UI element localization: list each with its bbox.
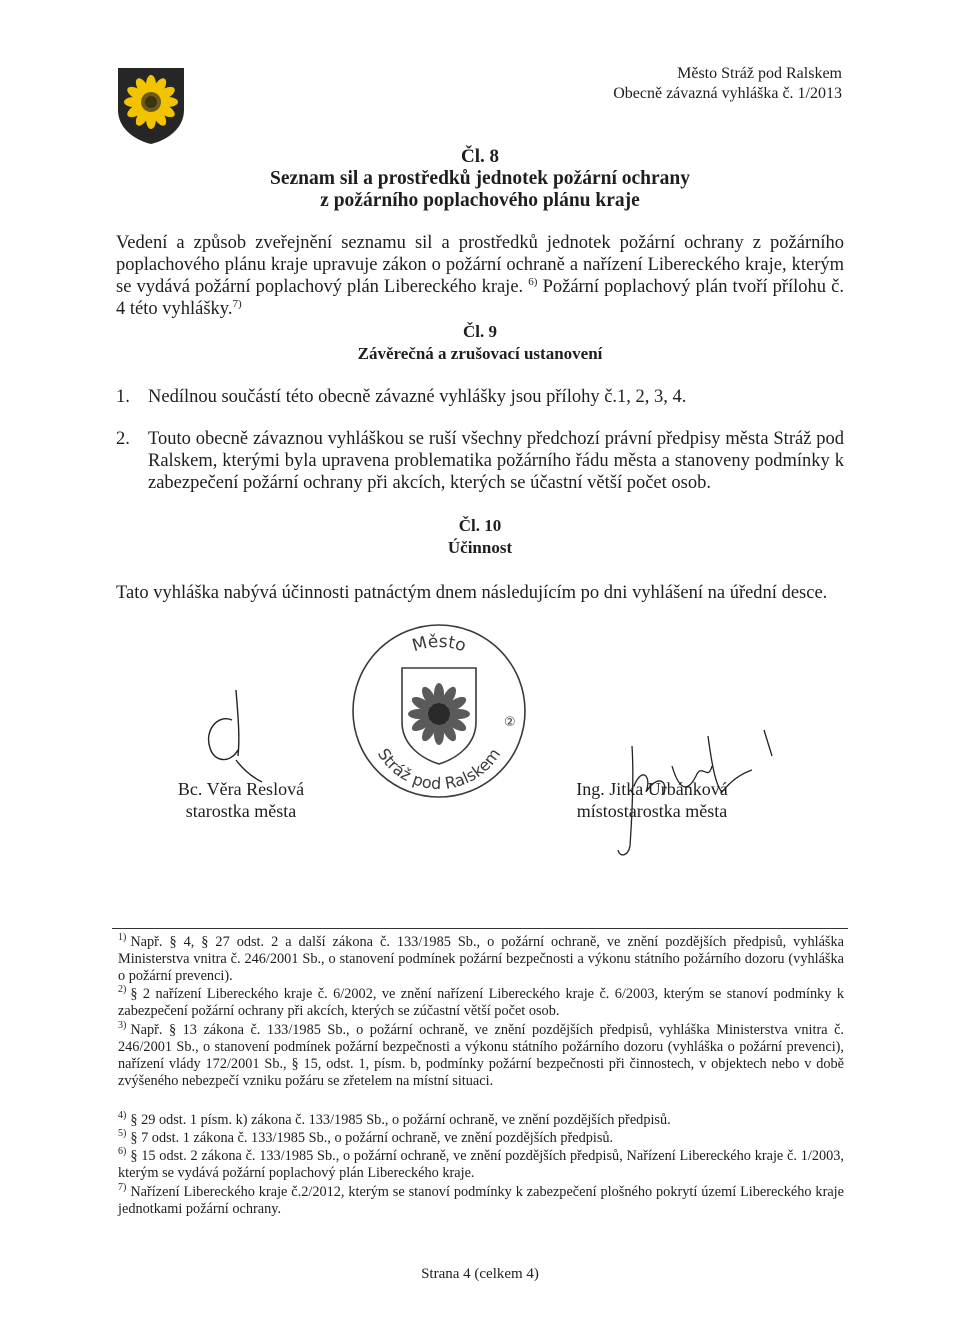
article-8-text-part2: Požární poplachový plán tvoří přílohu č. 4 této vyhlášky. bbox=[116, 277, 844, 319]
article-8-text-part1: Vedení a způsob zveřejnění seznamu sil a prostředků jednotek požární ochrany z požárního poplachového plánu kraje upravuje zákon o požární ochraně a nařízení Libereckého kraje, kterým se vydává požární poplachový plán Libereckého kraje. bbox=[116, 233, 844, 297]
footnote bbox=[118, 1184, 844, 1218]
footnote bbox=[118, 1112, 844, 1129]
footnote-text: Např. § 4, § 27 odst. 2 a další zákona č. 133/1985 Sb., o požární ochraně, ve znění pozdějších předpisů, vyhláška Ministerstva vnitra č. 246/2001 Sb., o stanovení podmínek požární bezpečnosti a výkonu státního požárního dozoru (vyhláška o požární prevenci). bbox=[118, 934, 844, 984]
header-town: Město Stráž pod Ralskem bbox=[677, 65, 842, 82]
footnote-text: Nařízení Libereckého kraje č.2/2012, kterým se stanoví podmínky k zabezpečení plošného pokrytí území Libereckého kraje jednotkami požární ochrany. bbox=[118, 1184, 844, 1217]
sunflower-crest-icon bbox=[116, 66, 186, 146]
mayor-name: Bc. Věra Reslová bbox=[177, 779, 305, 799]
article-10-title: Účinnost bbox=[447, 538, 513, 557]
article-8-title-line2: z požárního poplachového plánu kraje bbox=[320, 190, 640, 211]
footnote-mark: 3) bbox=[118, 1020, 127, 1032]
article-9-title: Závěrečná a zrušovací ustanovení bbox=[357, 344, 603, 363]
footnote-text: § 7 odst. 1 zákona č. 133/1985 Sb., o požární ochraně, ve znění pozdějších předpisů. bbox=[130, 1130, 614, 1146]
footnote-mark: 2) bbox=[118, 984, 127, 996]
header-doc-number: Obecně závazná vyhláška č. 1/2013 bbox=[613, 85, 842, 102]
document-header bbox=[613, 64, 842, 104]
article-10-text: Tato vyhláška nabývá účinnosti patnáctým dnem následujícím po dni vyhlášení na úřední desce. bbox=[116, 583, 828, 603]
footnote-text: § 29 odst. 1 písm. k) zákona č. 133/1985 Sb., o požární ochraně, ve znění pozdějších předpisů. bbox=[130, 1112, 671, 1128]
list-item-text: Nedílnou součástí této obecně závazné vyhlášky jsou přílohy č.1, 2, 3, 4. bbox=[148, 387, 687, 407]
deputy-role: místostarostka města bbox=[576, 801, 728, 821]
footnote-text: § 15 odst. 2 zákona č. 133/1985 Sb., o požární ochraně, ve znění pozdějších předpisů, Nařízení Libereckého kraje č. 1/2003, kterým se vydává požární poplachový plán Libereckého kraje. bbox=[118, 1148, 844, 1181]
footnote bbox=[118, 1130, 844, 1147]
signature-left bbox=[196, 686, 266, 786]
stamp-number: ② bbox=[504, 715, 516, 730]
footnote bbox=[118, 934, 844, 985]
stamp-bottom-text: Stráž pod Ralskem bbox=[373, 744, 505, 794]
deputy-name: Ing. Jitka Urbánková bbox=[576, 779, 728, 799]
article-8-text bbox=[116, 232, 844, 320]
footnote-ref-7: 7) bbox=[232, 297, 242, 310]
page-number: Strana 4 (celkem 4) bbox=[421, 1266, 539, 1282]
signature-block-mayor bbox=[156, 778, 326, 822]
article-9-number: Čl. 9 bbox=[463, 322, 497, 341]
stamp-sunflower-icon bbox=[408, 683, 470, 745]
municipal-stamp bbox=[350, 622, 528, 800]
footnote bbox=[118, 1022, 844, 1090]
article-10-number: Čl. 10 bbox=[458, 516, 502, 535]
article-8-number: Čl. 8 bbox=[461, 146, 499, 167]
signature-block-deputy bbox=[560, 778, 744, 822]
mayor-role: starostka města bbox=[185, 801, 297, 821]
list-item-number: 1. bbox=[116, 387, 130, 407]
footnote-mark: 1) bbox=[118, 932, 127, 944]
list-item-number: 2. bbox=[116, 429, 130, 449]
footnote-separator bbox=[112, 928, 848, 929]
footnote bbox=[118, 986, 844, 1020]
footnote-text: § 2 nařízení Libereckého kraje č. 6/2002, ve znění nařízení Libereckého kraje č. 6/2003, kterým se stanoví podmínky k zabezpečení požární ochrany při akcích, kterých se zúčastní větší počet osob. bbox=[118, 986, 844, 1019]
footnote-mark: 6) bbox=[118, 1146, 127, 1158]
footnote-text: Např. § 13 zákona č. 133/1985 Sb., o požární ochraně, ve znění pozdějších předpisů, vyhláška Ministerstva vnitra č. 246/2001 Sb., o stanovení podmínek požární bezpečnosti a výkonu státního požárního dozoru (vyhláška o požární prevenci), nařízení vlády 172/2001 Sb., § 15, odst. 1, písm. b, podmínky požární bezpečnosti při činnostech, v objektech nebo v době zvýšeného nebezpečí vzniku požáru se zřetelem na místní situaci. bbox=[118, 1022, 844, 1089]
footnote-mark: 4) bbox=[118, 1110, 127, 1122]
stamp-top-text: Město bbox=[409, 631, 469, 657]
footnote-mark: 5) bbox=[118, 1128, 127, 1140]
article-8-title-line1: Seznam sil a prostředků jednotek požární ochrany bbox=[270, 168, 690, 189]
footnote-ref-6: 6) bbox=[528, 275, 538, 288]
footnote-mark: 7) bbox=[118, 1182, 127, 1194]
footnote bbox=[118, 1148, 844, 1182]
list-item-text: Touto obecně závaznou vyhláškou se ruší všechny předchozí právní předpisy města Stráž pod Ralskem, kterými byla upravena problematika požárního řádu města a stanoveny podmínky k zabezpečení požární ochrany při akcích, kterých se účastní větší počet osob. bbox=[148, 429, 844, 493]
